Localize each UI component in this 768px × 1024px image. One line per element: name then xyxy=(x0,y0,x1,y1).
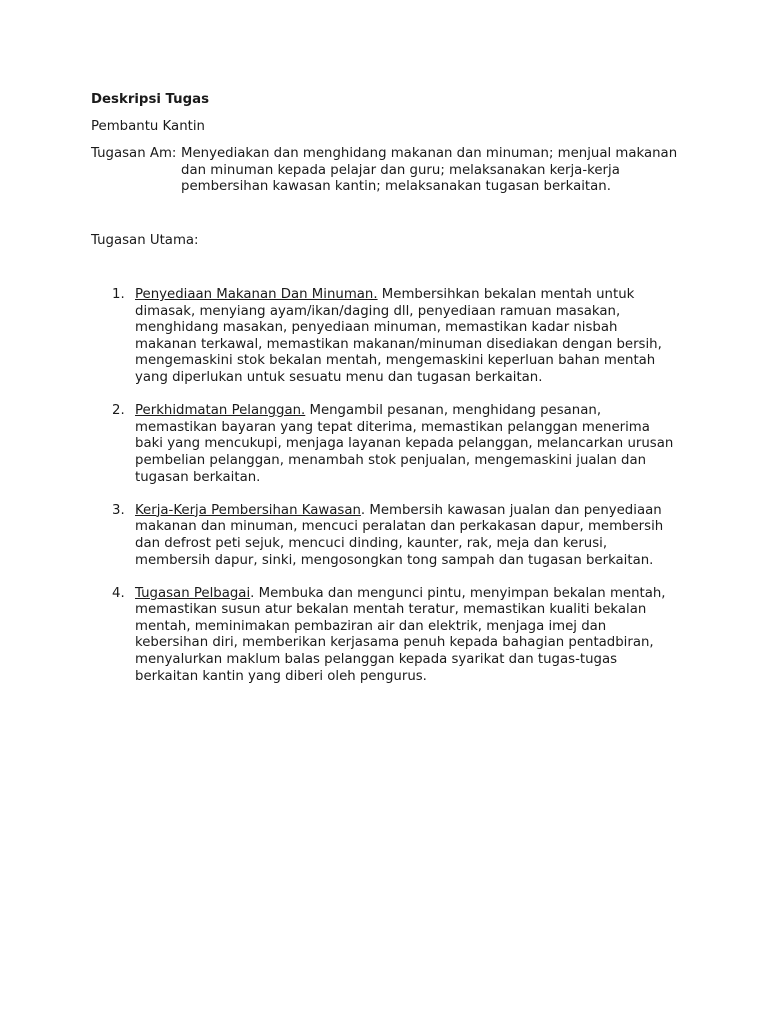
duty-description: . Membersih kawasan jualan dan penyediaan makanan dan minuman, mencuci peralatan dan perkakasan dapur, membersih dan defrost peti sejuk, mencuci dinding, kaunter, rak, meja dan kerusi, membersih dapur, sinki, mengosongkan tong sampah dan tugasan berkaitan. xyxy=(135,502,664,568)
duty-description: Mengambil pesanan, menghidang pesanan, memastikan bayaran yang tepat diterima, memastikan pelanggan menerima baki yang mencukupi, menjaga layanan kepada pelanggan, melancarkan urusan pembelian pelanggan, menambah stok penjualan, mengemaskini jualan dan tugasan berkaitan. xyxy=(135,403,674,485)
general-duty-label: Tugasan Am: xyxy=(91,146,177,161)
duty-number: 4. xyxy=(112,585,125,601)
duty-name: Tugasan Pelbagai xyxy=(135,585,251,601)
duty-number: 1. xyxy=(112,287,125,302)
duty-item xyxy=(112,586,682,686)
duty-number: 2. xyxy=(112,403,125,419)
main-duties-list xyxy=(112,287,682,702)
main-duties-heading: Tugasan Utama: xyxy=(91,233,199,248)
document-title: Deskripsi Tugas xyxy=(91,92,210,107)
duty-item xyxy=(112,287,682,387)
duty-description: . Membuka dan mengunci pintu, menyimpan bekalan mentah, memastikan susun atur bekalan mentah teratur, memastikan kualiti bekalan mentah, meminimakan pembaziran air dan elektrik, menjaga imej dan kebersihan diri, memberikan kerjasama penuh kepada bahagian pentadbiran, menyalurkan maklum balas pelanggan kepada syarikat dan tugas-tugas berkaitan kantin yang diberi oleh pengurus. xyxy=(135,585,666,684)
duty-number: 3. xyxy=(112,502,125,518)
duty-item xyxy=(112,503,682,569)
duty-name: Penyediaan Makanan Dan Minuman. xyxy=(135,287,378,302)
duty-name: Perkhidmatan Pelanggan. xyxy=(135,403,306,419)
duty-item xyxy=(112,403,682,486)
general-duty-text: Menyediakan dan menghidang makanan dan minuman; menjual makanan dan minuman kepada pelajar dan guru; melaksanakan kerja-kerja pembersihan kawasan kantin; melaksanakan tugasan berkaitan. xyxy=(181,146,678,195)
duty-description: Membersihkan bekalan mentah untuk dimasak, menyiang ayam/ikan/daging dll, penyediaan ramuan masakan, menghidang masakan, penyediaan minuman, memastikan kadar nisbah makanan terkawal, memastikan makanan/minuman disediakan dengan bersih, mengemaskini stok bekalan mentah, mengemaskini keperluan bahan mentah yang diperlukan untuk sesuatu menu dan tugasan berkaitan. xyxy=(135,287,662,385)
job-position: Pembantu Kantin xyxy=(91,119,205,134)
duty-name: Kerja-Kerja Pembersihan Kawasan xyxy=(135,502,361,518)
